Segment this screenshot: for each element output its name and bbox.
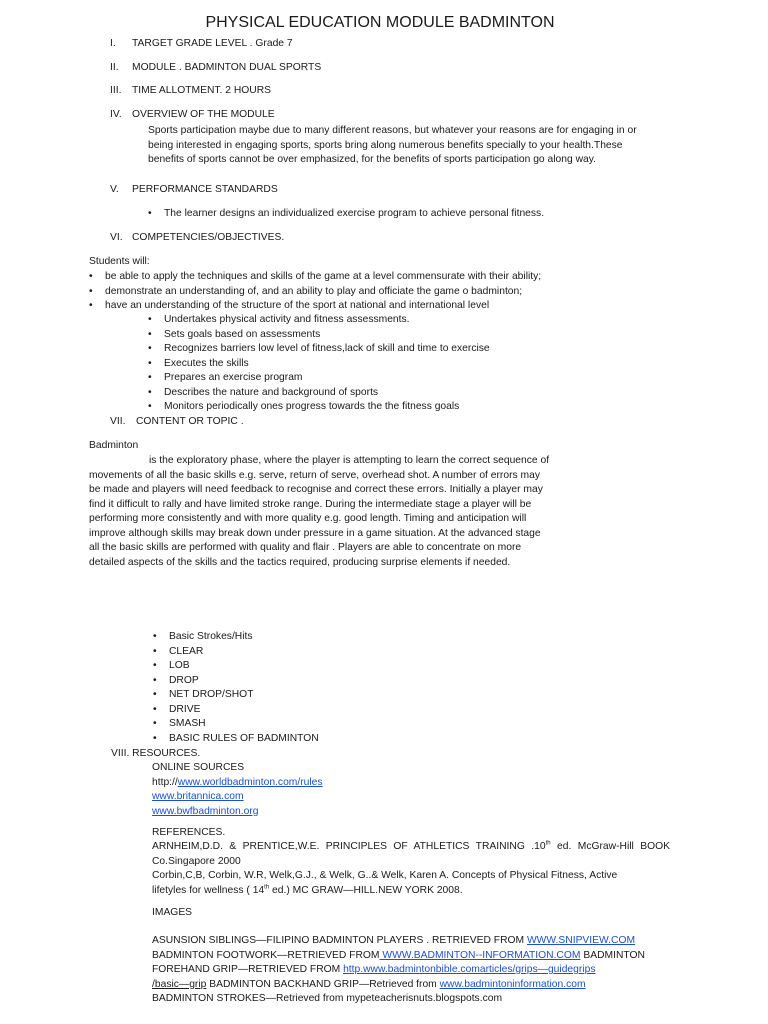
superscript: th <box>545 840 551 847</box>
bullet-icon: • <box>89 271 93 282</box>
bullet-icon: • <box>89 285 93 297</box>
students-will-list <box>89 270 541 314</box>
list-item-text: DRIVE <box>169 703 201 715</box>
badmintonbible-link[interactable]: http.www.badmintonbible.comarticles/grips—guidegrips <box>343 964 596 975</box>
list-item-text: have an understanding of the structure of the sport at national and international level <box>105 300 490 311</box>
image-credits <box>152 934 645 1007</box>
list-item-text: The learner designs an individualized exercise program to achieve personal fitness. <box>164 208 545 219</box>
bullet-icon: • <box>153 703 157 715</box>
badminton-paragraph <box>89 454 549 570</box>
section-text: TARGET GRADE LEVEL . Grade 7 <box>132 38 293 49</box>
section-text: OVERVIEW OF THE MODULE <box>132 109 275 120</box>
section-number: II. <box>110 62 119 73</box>
section-text: TIME ALLOTMENT. 2 HOURS <box>132 85 272 96</box>
list-item-text: CLEAR <box>169 645 204 657</box>
paragraph-line: movements of all the basic skills e.g. serve, return of serve, overhead shot. A number of errors may <box>89 469 540 481</box>
reference-line <box>152 884 670 899</box>
list-item-text: LOB <box>169 660 190 671</box>
section-resources: VIII. RESOURCES. <box>111 748 201 759</box>
paragraph-line: all the basic skills are performed with quality and flair . Players are able to concentrate on more <box>89 542 522 553</box>
bullet-icon: • <box>153 645 157 657</box>
bullet-icon: • <box>153 718 157 729</box>
overview-line: benefits of sports cannot be over emphasized, for the benefits of sports participation go along way. <box>148 154 596 165</box>
paragraph-line: detailed aspects of the skills and the tactics required, producing surprise elements if needed. <box>89 556 511 568</box>
objectives-list <box>148 313 490 415</box>
list-item <box>89 285 541 300</box>
credit-text: FOREHAND GRIP—RETRIEVED FROM <box>152 964 344 975</box>
list-item-text: demonstrate an understanding of, and an ability to play and officiate the game o badminton; <box>105 285 523 297</box>
list-item <box>148 328 490 343</box>
paragraph-line: be made and players will need feedback to recognise and correct these errors. Initially a player may <box>89 484 543 495</box>
credit-text: BADMINTON FOOTWORK—RETRIEVED FROM <box>152 949 380 961</box>
bullet-icon: • <box>153 674 157 686</box>
section-number: III. <box>110 85 122 96</box>
bullet-icon: • <box>89 300 93 311</box>
section-text: MODULE . BADMINTON DUAL SPORTS <box>132 62 322 73</box>
section-content-topic <box>110 415 244 430</box>
credit-text: BADMINTON <box>580 949 645 961</box>
badmintoninformation-link[interactable]: www.badmintoninformation.com <box>439 978 586 990</box>
list-item <box>148 342 490 357</box>
bullet-icon: • <box>148 328 152 340</box>
bullet-icon: • <box>153 660 157 671</box>
list-item <box>148 386 490 401</box>
bullet-icon: • <box>153 631 157 642</box>
list-item <box>148 371 490 386</box>
overview-paragraph <box>148 124 637 168</box>
list-item-text: SMASH <box>169 718 206 729</box>
list-item <box>148 313 490 328</box>
badminton-information-link[interactable]: WWW.BADMINTON--INFORMATION.COM <box>379 949 581 961</box>
list-item-text: BASIC RULES OF BADMINTON <box>169 732 319 744</box>
credit-line: BADMINTON STROKES—Retrieved from mypeteacherisnuts.blogspots.com <box>152 993 503 1004</box>
bullet-icon: • <box>148 343 152 354</box>
bullet-icon: • <box>148 314 152 325</box>
reference-text: lifetyles for wellness ( 14 <box>152 884 265 896</box>
paragraph-line: is the exploratory phase, where the player is attempting to learn the correct sequence of <box>149 455 550 466</box>
bullet-icon: • <box>148 401 152 412</box>
paragraph-line: find it difficult to rally and have limited stroke range. During the intermediate stage a player will be <box>89 498 532 510</box>
performance-bullet <box>148 207 544 222</box>
section-text: COMPETENCIES/OBJECTIVES. <box>132 232 285 243</box>
credit-line <box>152 934 645 949</box>
bullet-icon: • <box>148 386 152 398</box>
bullet-icon: • <box>148 208 152 219</box>
list-item <box>153 688 319 703</box>
credit-line <box>152 949 645 964</box>
section-target-grade <box>110 37 293 52</box>
list-item <box>89 270 541 285</box>
section-performance-standards <box>110 183 278 198</box>
list-item-text: Monitors periodically ones progress towards the the fitness goals <box>164 401 460 412</box>
paragraph-line: improve although skills may break down under pressure in a game situation. At the advanced stage <box>89 527 541 539</box>
students-will-heading: Students will: <box>89 256 150 267</box>
basic-grip-link[interactable]: /basic—grip <box>152 978 207 990</box>
link-prefix: http:// <box>152 776 178 788</box>
references-heading: REFERENCES. <box>152 827 226 838</box>
list-item-text: Executes the skills <box>164 357 249 369</box>
link-row <box>152 776 323 791</box>
reference-2 <box>152 869 670 898</box>
credit-line <box>152 963 645 978</box>
online-sources <box>152 761 323 819</box>
snipview-link[interactable]: WWW.SNIPVIEW.COM <box>526 935 636 946</box>
section-text: PERFORMANCE STANDARDS <box>132 184 278 195</box>
overview-line: Sports participation maybe due to many different reasons, but whatever your reasons are for engaging in or <box>148 125 637 136</box>
list-item-text: Undertakes physical activity and fitness assessments. <box>164 314 410 325</box>
section-time-allotment <box>110 84 271 99</box>
strokes-list <box>153 630 319 746</box>
section-text: CONTENT OR TOPIC . <box>136 416 244 427</box>
bullet-icon: • <box>153 732 157 744</box>
bullet-icon: • <box>148 372 152 383</box>
section-module <box>110 61 321 76</box>
superscript: th <box>264 884 270 891</box>
worldbadminton-link[interactable]: www.worldbadminton.com/rules <box>177 776 323 788</box>
reference-text: ARNHEIM,D.D. & PRENTICE,W.E. PRINCIPLES OF ATHLETICS TRAINING .10 <box>152 841 546 852</box>
list-item-text: DROP <box>169 674 199 686</box>
section-number: V. <box>110 184 119 195</box>
reference-line <box>152 840 670 855</box>
reference-line: Corbin,C,B, Corbin, W.R, Welk,G.J., & Welk, G..& Welk, Karen A. Concepts of Physical Fitness, Active <box>152 870 618 881</box>
credit-text: BADMINTON BACKHAND GRIP—Retrieved from <box>206 978 440 990</box>
list-item <box>153 645 319 660</box>
page-title: PHYSICAL EDUCATION MODULE BADMINTON <box>205 14 555 31</box>
reference-text: ed. McGraw-Hill BOOK <box>550 841 670 852</box>
section-number: VI. <box>110 232 123 243</box>
list-item-text: NET DROP/SHOT <box>169 689 254 700</box>
badminton-heading: Badminton <box>89 440 139 451</box>
section-number: IV. <box>110 109 122 120</box>
list-item-text: be able to apply the techniques and skills of the game at a level commensurate with their ability; <box>105 271 542 282</box>
bullet-icon: • <box>148 357 152 369</box>
credit-text: ASUNSION SIBLINGS—FILIPINO BADMINTON PLAYERS . RETRIEVED FROM <box>152 935 527 946</box>
images-heading: IMAGES <box>152 907 193 918</box>
reference-1 <box>152 840 670 869</box>
section-competencies <box>110 231 284 246</box>
list-item <box>153 659 319 674</box>
list-item <box>153 630 319 645</box>
list-item <box>148 400 490 415</box>
bullet-icon: • <box>153 689 157 700</box>
online-sources-heading: ONLINE SOURCES <box>152 762 245 773</box>
section-overview <box>110 108 275 123</box>
list-item-text: Sets goals based on assessments <box>164 328 321 340</box>
list-item <box>153 674 319 689</box>
reference-text: ed.) MC GRAW—HILL.NEW YORK 2008. <box>269 884 463 896</box>
section-number: VII. <box>110 416 126 427</box>
list-item <box>153 732 319 747</box>
list-item-text: Describes the nature and background of sports <box>164 386 379 398</box>
list-item <box>153 717 319 732</box>
paragraph-line: performing more consistently and with more quality e.g. good length. Timing and anticipation will <box>89 513 527 524</box>
reference-line: Co.Singapore 2000 <box>152 855 241 867</box>
list-item-text: Recognizes barriers low level of fitness,lack of skill and time to exercise <box>164 343 490 354</box>
list-item-text: Prepares an exercise program <box>164 372 303 383</box>
bwfbadminton-link[interactable]: www.bwfbadminton.org <box>152 805 259 817</box>
credit-line <box>152 978 645 993</box>
list-item-text: Basic Strokes/Hits <box>169 631 253 642</box>
britannica-link[interactable]: www.britannica.com <box>152 791 244 802</box>
list-item <box>89 299 541 314</box>
section-number: I. <box>110 38 116 49</box>
list-item <box>148 357 490 372</box>
overview-line: being interested in engaging sports, sports bring along numerous benefits specially to your health.These <box>148 139 623 151</box>
list-item <box>153 703 319 718</box>
